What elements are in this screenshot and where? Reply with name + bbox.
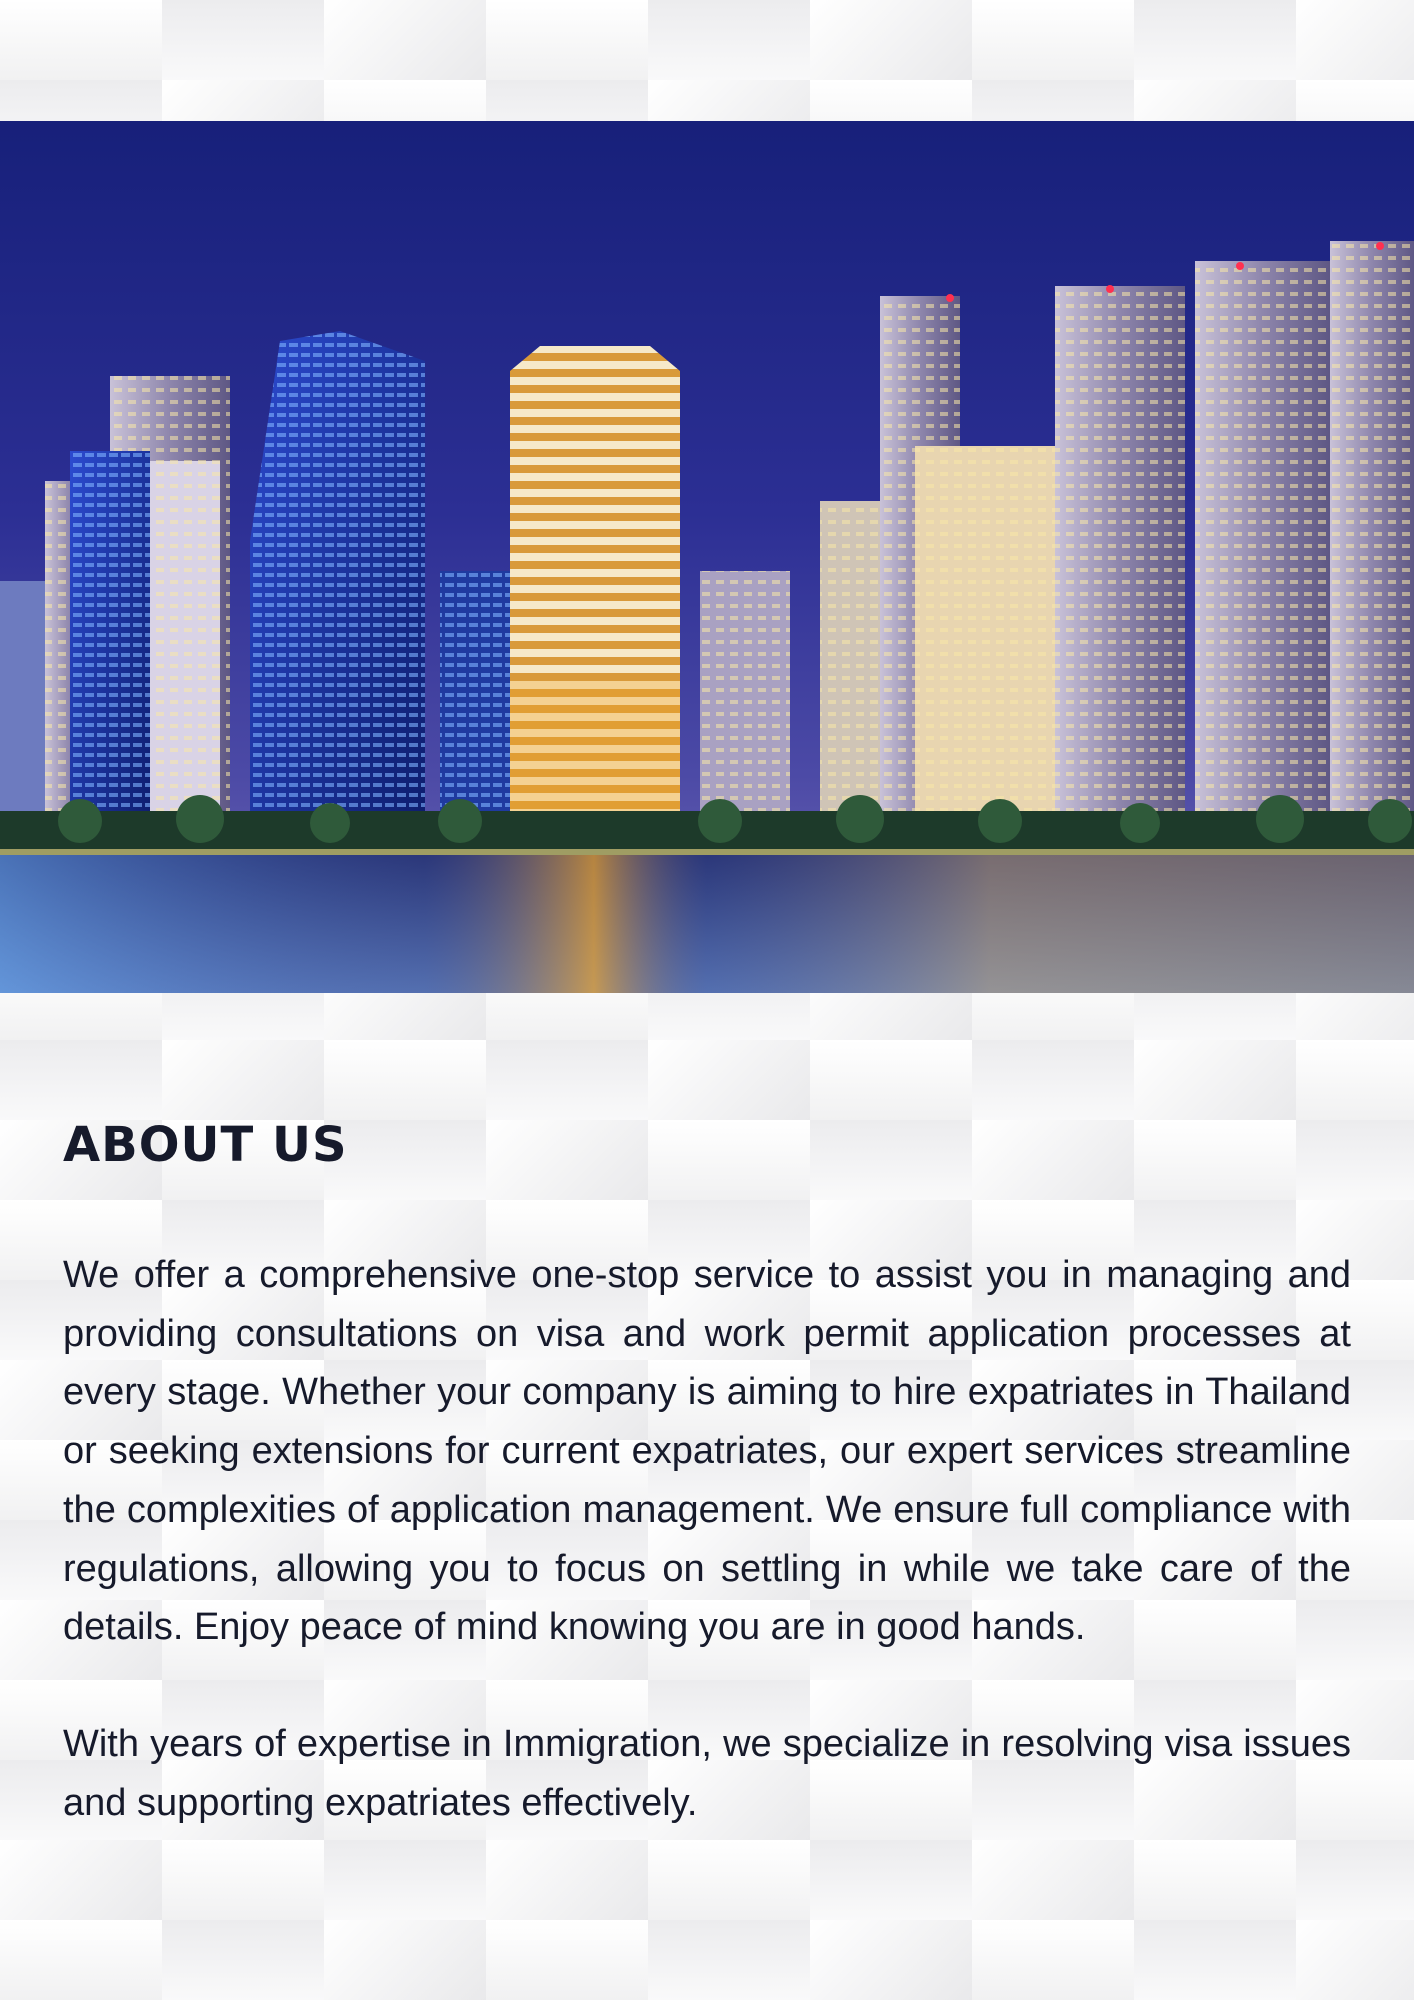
background-tile xyxy=(162,1920,324,2000)
hero-skyline-image xyxy=(0,121,1414,993)
background-tile xyxy=(648,1040,810,1120)
background-tile xyxy=(1296,1920,1414,2000)
background-tile xyxy=(486,1040,648,1120)
background-tile xyxy=(1134,0,1296,80)
background-tile xyxy=(972,1920,1134,2000)
background-tile xyxy=(810,0,972,80)
background-tile xyxy=(648,0,810,80)
background-tile xyxy=(810,1920,972,2000)
background-tile xyxy=(810,1840,972,1920)
background-tile xyxy=(1296,1840,1414,1920)
background-tile xyxy=(972,1040,1134,1120)
background-tile xyxy=(1296,1040,1414,1120)
background-tile xyxy=(486,0,648,80)
background-tile xyxy=(972,0,1134,80)
background-tile xyxy=(972,1840,1134,1920)
background-tile xyxy=(648,1840,810,1920)
background-tile xyxy=(486,1840,648,1920)
background-tile xyxy=(810,1040,972,1120)
background-tile xyxy=(324,1920,486,2000)
background-tile xyxy=(0,1840,162,1920)
about-paragraph-1: We offer a comprehensive one-stop service to assist you in managing and providing consultations on visa and work permit application processes at every stage. Whether your company is aiming to hire expatriates in Thailand or seeking extensions for current expatriates, our expert services streamline the complexities of application management. We ensure full compliance with regulations, allowing you to focus on settling in while we take care of the details. Enjoy peace of mind knowing you are in good hands. xyxy=(63,1254,1351,1649)
background-tile xyxy=(1296,0,1414,80)
background-tile xyxy=(324,1840,486,1920)
background-tile xyxy=(324,0,486,80)
about-paragraph-2: With years of expertise in Immigration, we specialize in resolving visa issues and supporting expatriates effectively. xyxy=(63,1722,1351,1824)
background-tile xyxy=(486,1920,648,2000)
background-tile xyxy=(648,1920,810,2000)
about-heading: ABOUT US xyxy=(63,1117,348,1173)
background-tile xyxy=(162,1840,324,1920)
background-tile xyxy=(0,1040,162,1120)
background-tile xyxy=(1134,1040,1296,1120)
background-tile xyxy=(324,1040,486,1120)
background-tile xyxy=(0,1920,162,2000)
about-section xyxy=(63,1115,1351,1832)
background-tile xyxy=(0,0,162,80)
background-tile xyxy=(1134,1920,1296,2000)
background-tile xyxy=(1134,1840,1296,1920)
background-tile xyxy=(162,0,324,80)
background-tile xyxy=(162,1040,324,1120)
